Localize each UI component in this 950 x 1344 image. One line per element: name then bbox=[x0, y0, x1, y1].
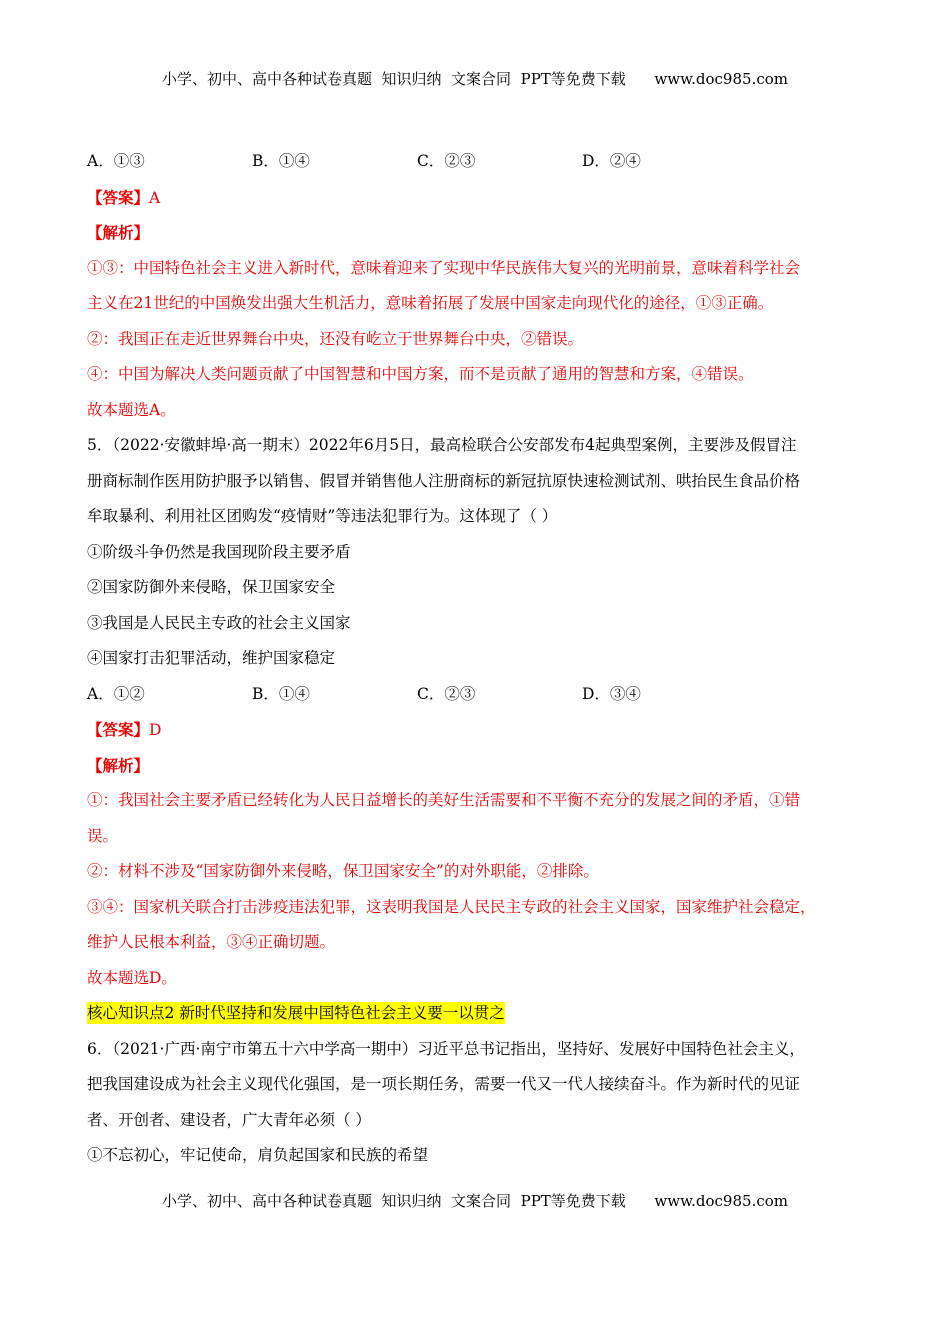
q5-option-b: B．①④ bbox=[252, 684, 310, 703]
q5-conclusion: 故本题选D。 bbox=[87, 968, 177, 987]
q4-conclusion: 故本题选A。 bbox=[87, 400, 176, 419]
q4-option-a: A．①③ bbox=[87, 152, 145, 170]
document-body bbox=[87, 144, 863, 1174]
q4-analysis-label: 【解析】 bbox=[87, 223, 150, 242]
q5-analysis-line: 误。 bbox=[87, 826, 119, 845]
q5-option-c: C．②③ bbox=[417, 684, 476, 703]
q4-option-b: B．①④ bbox=[252, 152, 310, 170]
q5-options bbox=[87, 677, 863, 713]
q5-stem-line: 册商标制作医用防护服予以销售、假冒并销售他人注册商标的新冠抗原快速检测试剂、哄抬民生食品价格 bbox=[87, 471, 801, 490]
q5-option-a: A．①② bbox=[87, 684, 145, 703]
q4-option-c: C．②③ bbox=[417, 152, 476, 170]
section-title: 核心知识点2 新时代坚持和发展中国特色社会主义要一以贯之 bbox=[87, 1004, 505, 1022]
q5-answer bbox=[87, 712, 863, 748]
q4-options bbox=[87, 144, 863, 180]
page-footer: 小学、初中、高中各种试卷真题 知识归纳 文案合同 PPT等免费下载 www.doc985.com bbox=[161, 1192, 788, 1210]
q6-stem-line: 6．（2021·广西·南宁市第五十六中学高一期中）习近平总书记指出，坚持好、发展好中国特色社会主义， bbox=[87, 1039, 805, 1058]
q5-stem-line: 牟取暴利、利用社区团购发“疫情财”等违法犯罪行为。这体现了（ ） bbox=[87, 507, 558, 525]
q4-analysis-line: ①③：中国特色社会主义进入新时代，意味着迎来了实现中华民族伟大复兴的光明前景，意味着科学社会 bbox=[87, 258, 801, 277]
q5-stem-line: 5．（2022·安徽蚌埠·高一期末）2022年6月5日，最高检联合公安部发布4起典型案例，主要涉及假冒注 bbox=[87, 436, 797, 454]
q5-item: ④国家打击犯罪活动，维护国家稳定 bbox=[87, 649, 336, 667]
q5-analysis-line: ②：材料不涉及“国家防御外来侵略，保卫国家安全”的对外职能，②排除。 bbox=[87, 862, 599, 880]
q6-item: ①不忘初心，牢记使命，肩负起国家和民族的希望 bbox=[87, 1146, 429, 1164]
q5-option-d: D．③④ bbox=[582, 684, 641, 703]
q5-analysis-line: ③④：国家机关联合打击涉疫违法犯罪，这表明我国是人民民主专政的社会主义国家，国家维护社会稳定， bbox=[87, 897, 816, 916]
q4-analysis-line: 主义在21世纪的中国焕发出强大生机活力，意味着拓展了发展中国家走向现代化的途径，①③正确。 bbox=[87, 294, 774, 312]
q5-analysis-line: ①：我国社会主要矛盾已经转化为人民日益增长的美好生活需要和不平衡不充分的发展之间的矛盾，①错 bbox=[87, 791, 801, 809]
q4-answer bbox=[87, 180, 863, 216]
q4-answer-value: A bbox=[149, 188, 161, 207]
q5-analysis-label: 【解析】 bbox=[87, 755, 150, 775]
q5-item: ③我国是人民民主专政的社会主义国家 bbox=[87, 613, 351, 632]
page-header: 小学、初中、高中各种试卷真题 知识归纳 文案合同 PPT等免费下载 www.doc985.com bbox=[161, 70, 788, 88]
q5-answer-label: 【答案】 bbox=[87, 720, 150, 739]
q6-stem-line: 者、开创者、建设者，广大青年必须（ ） bbox=[87, 1110, 371, 1129]
q6-stem-line: 把我国建设成为社会主义现代化强国，是一项长期任务，需要一代又一代人接续奋斗。作为新时代的见证 bbox=[87, 1075, 801, 1093]
q4-answer-label: 【答案】 bbox=[87, 187, 150, 207]
section-heading bbox=[87, 996, 863, 1032]
q4-analysis-line: ④：中国为解决人类问题贡献了中国智慧和中国方案，而不是贡献了通用的智慧和方案，④错误。 bbox=[87, 365, 754, 383]
q5-answer-value: D bbox=[149, 721, 162, 739]
q5-item: ①阶级斗争仍然是我国现阶段主要矛盾 bbox=[87, 542, 351, 561]
q5-item: ②国家防御外来侵略，保卫国家安全 bbox=[87, 578, 336, 596]
q4-option-d: D．②④ bbox=[582, 152, 641, 170]
q4-analysis-line: ②：我国正在走近世界舞台中央，还没有屹立于世界舞台中央，②错误。 bbox=[87, 329, 584, 348]
q5-analysis-line: 维护人民根本利益，③④正确切题。 bbox=[87, 933, 336, 951]
